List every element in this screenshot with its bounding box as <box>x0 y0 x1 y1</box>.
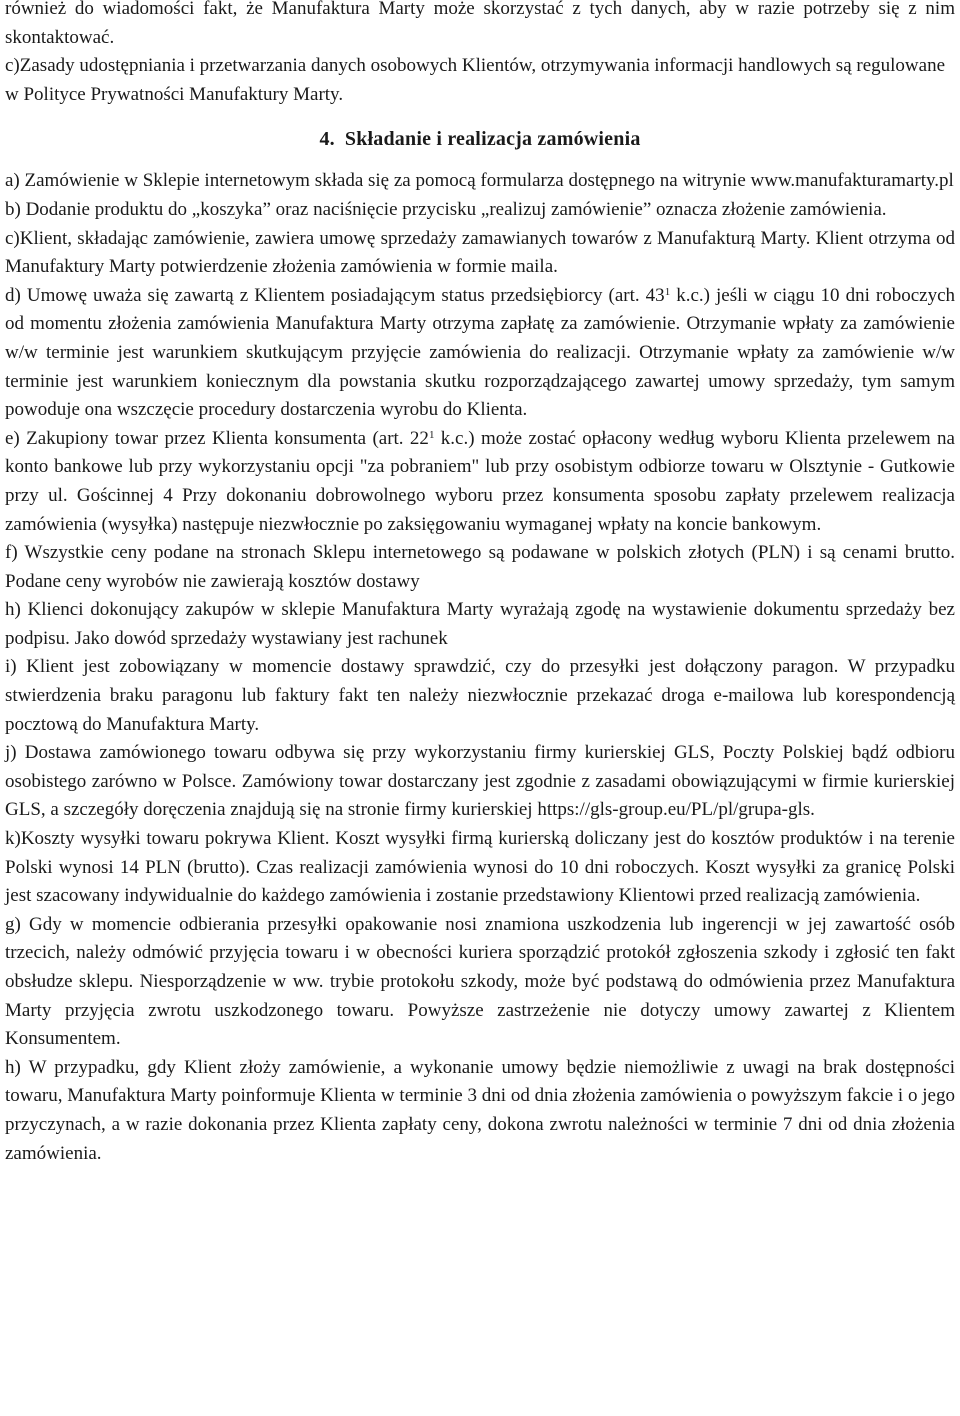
document-page <box>5 0 955 1168</box>
paragraph-h-second: h) W przypadku, gdy Klient złoży zamówienie, a wykonanie umowy będzie niemożliwie z uwagi na brak dostępności towaru, Manufaktura Marty poinformuje Klienta w terminie 3 dni od dnia złożenia zamówienia o powyższym fakcie i o jego przyczynach, a w razie dokonania przez Klienta zapłaty ceny, dokona zwrotu należności w terminie 7 dni od dnia złożenia zamówienia. <box>5 1056 955 1164</box>
paragraph-c: c)Klient, składając zamówienie, zawiera umowę sprzedaży zamawianych towarów z Manufakturą Marty. Klient otrzyma od Manufaktury Marty potwierdzenie złożenia zamówienia w formie maila. <box>5 227 955 278</box>
paragraph-e <box>5 425 955 539</box>
section-heading <box>5 125 955 153</box>
paragraph-a: a) Zamówienie w Sklepie internetowym składa się za pomocą formularza dostępnego na witrynie www.manufakturamarty.pl <box>5 170 954 192</box>
paragraph-i: i) Klient jest zobowiązany w momencie dostawy sprawdzić, czy do przesyłki jest dołączony paragon. W przypadku stwierdzenia braku paragonu lub faktury fakt ten należy niezwłocznie przekazać droga e-mailowa lub korespondencją pocztową do Manufaktura Marty. <box>5 656 955 735</box>
paragraph-e-text-end: k.c.) może zostać opłacony według wyboru Klienta przelewem na konto bankowe lub przy wykorzystaniu opcji "za pobraniem" lub przy osobistym odbiorze towaru w Olsztynie - Gutkowie przy ul. Gościnnej 4 Przy dokonaniu dobrowolnego wyboru przez konsumenta sposobu zapłaty przelewem realizacja zamówienia (wysyłka) następuje niezwłocznie po zaksięgowaniu wymaganej wpłaty na koncie bankowym. <box>5 427 955 535</box>
paragraph-e-text-start: e) Zakupiony towar przez Klienta konsumenta (art. 22 <box>5 427 429 449</box>
paragraph-f: f) Wszystkie ceny podane na stronach Sklepu internetowego są podawane w polskich złotych (PLN) i są cenami brutto. Podane ceny wyrobów nie zawierają kosztów dostawy <box>5 542 955 592</box>
paragraph-k: k)Koszty wysyłki towaru pokrywa Klient. Koszt wysyłki firmą kurierską doliczany jest do kosztów produktów i na terenie Polski wynosi 14 PLN (brutto). Czas realizacji zamówienia wynosi do 10 dni roboczych. Koszt wysyłki za granicę Polski jest szacowany indywidualnie do każdego zamówienia i zostanie przedstawiony Klientowi przed realizacją zamówienia. <box>5 828 955 907</box>
paragraph-d-text-start: d) Umowę uważa się zawartą z Klientem posiadającym status przedsiębiorcy (art. 43 <box>5 284 665 306</box>
paragraph-d <box>5 282 955 425</box>
paragraph-g: g) Gdy w momencie odbierania przesyłki opakowanie nosi znamiona uszkodzenia lub ingerencji w jej zawartość osób trzecich, należy odmówić przyjęcia towaru i w obecności kuriera sporządzić protokół zgłoszenia szkody i zgłosić ten fakt obsłudze sklepu. Niesporządzenie w ww. trybie protokołu szkody, może być podstawą do odmówienia przez Manufaktura Marty przyjęcia zwrotu uszkodzonego towaru. Powyższe zastrzeżenie nie dotyczy umowy zawartej z Klientem Konsumentem. <box>5 913 955 1050</box>
paragraph-j: j) Dostawa zamówionego towaru odbywa się przy wykorzystaniu firmy kurierskiej GLS, Poczty Polskiej bądź odbioru osobistego zarówno w Polsce. Zamówiony towar dostarczany jest zgodnie z zasadami obowiązującymi w firmie kurierskiej GLS, a szczegóły doręczenia znajdują się na stronie firmy kurierskiej https://gls-group.eu/PL/pl/grupa-gls. <box>5 742 955 821</box>
paragraph-b: b) Dodanie produktu do „koszyka” oraz naciśnięcie przycisku „realizuj zamówienie” oznacza złożenie zamówienia. <box>5 198 887 220</box>
superscript: 1 <box>428 428 435 441</box>
intro-paragraph-2: c)Zasady udostępniania i przetwarzania danych osobowych Klientów, otrzymywania informacji handlowych są regulowane w Polityce Prywatności Manufaktury Marty. <box>5 55 945 105</box>
section-title: Składanie i realizacja zamówienia <box>344 128 641 151</box>
superscript: 1 <box>664 285 671 298</box>
section-number: 4. <box>319 128 335 151</box>
intro-paragraph-1: również do wiadomości fakt, że Manufaktura Marty może skorzystać z tych danych, aby w razie potrzeby się z nim skontaktować. <box>5 0 955 48</box>
paragraph-h-first: h) Klienci dokonujący zakupów w sklepie Manufaktura Marty wyrażają zgodę na wystawienie dokumentu sprzedaży bez podpisu. Jako dowód sprzedaży wystawiany jest rachunek <box>5 599 955 649</box>
paragraph-d-text-end: k.c.) jeśli w ciągu 10 dni roboczych od momentu złożenia zamówienia Manufaktura Marty otrzyma zapłatę za zamówienie. Otrzymanie wpłaty za zamówienie w/w terminie jest warunkiem skutkującym przyjęcie zamówienia do realizacji. Otrzymanie wpłaty za zamówienie w/w terminie jest warunkiem koniecznym dla powstania skutku rozporządzającego zawartej umowy sprzedaży, tym samym powoduje ona wszczęcie procedury dostarczenia wyrobu do Klienta. <box>5 284 955 421</box>
